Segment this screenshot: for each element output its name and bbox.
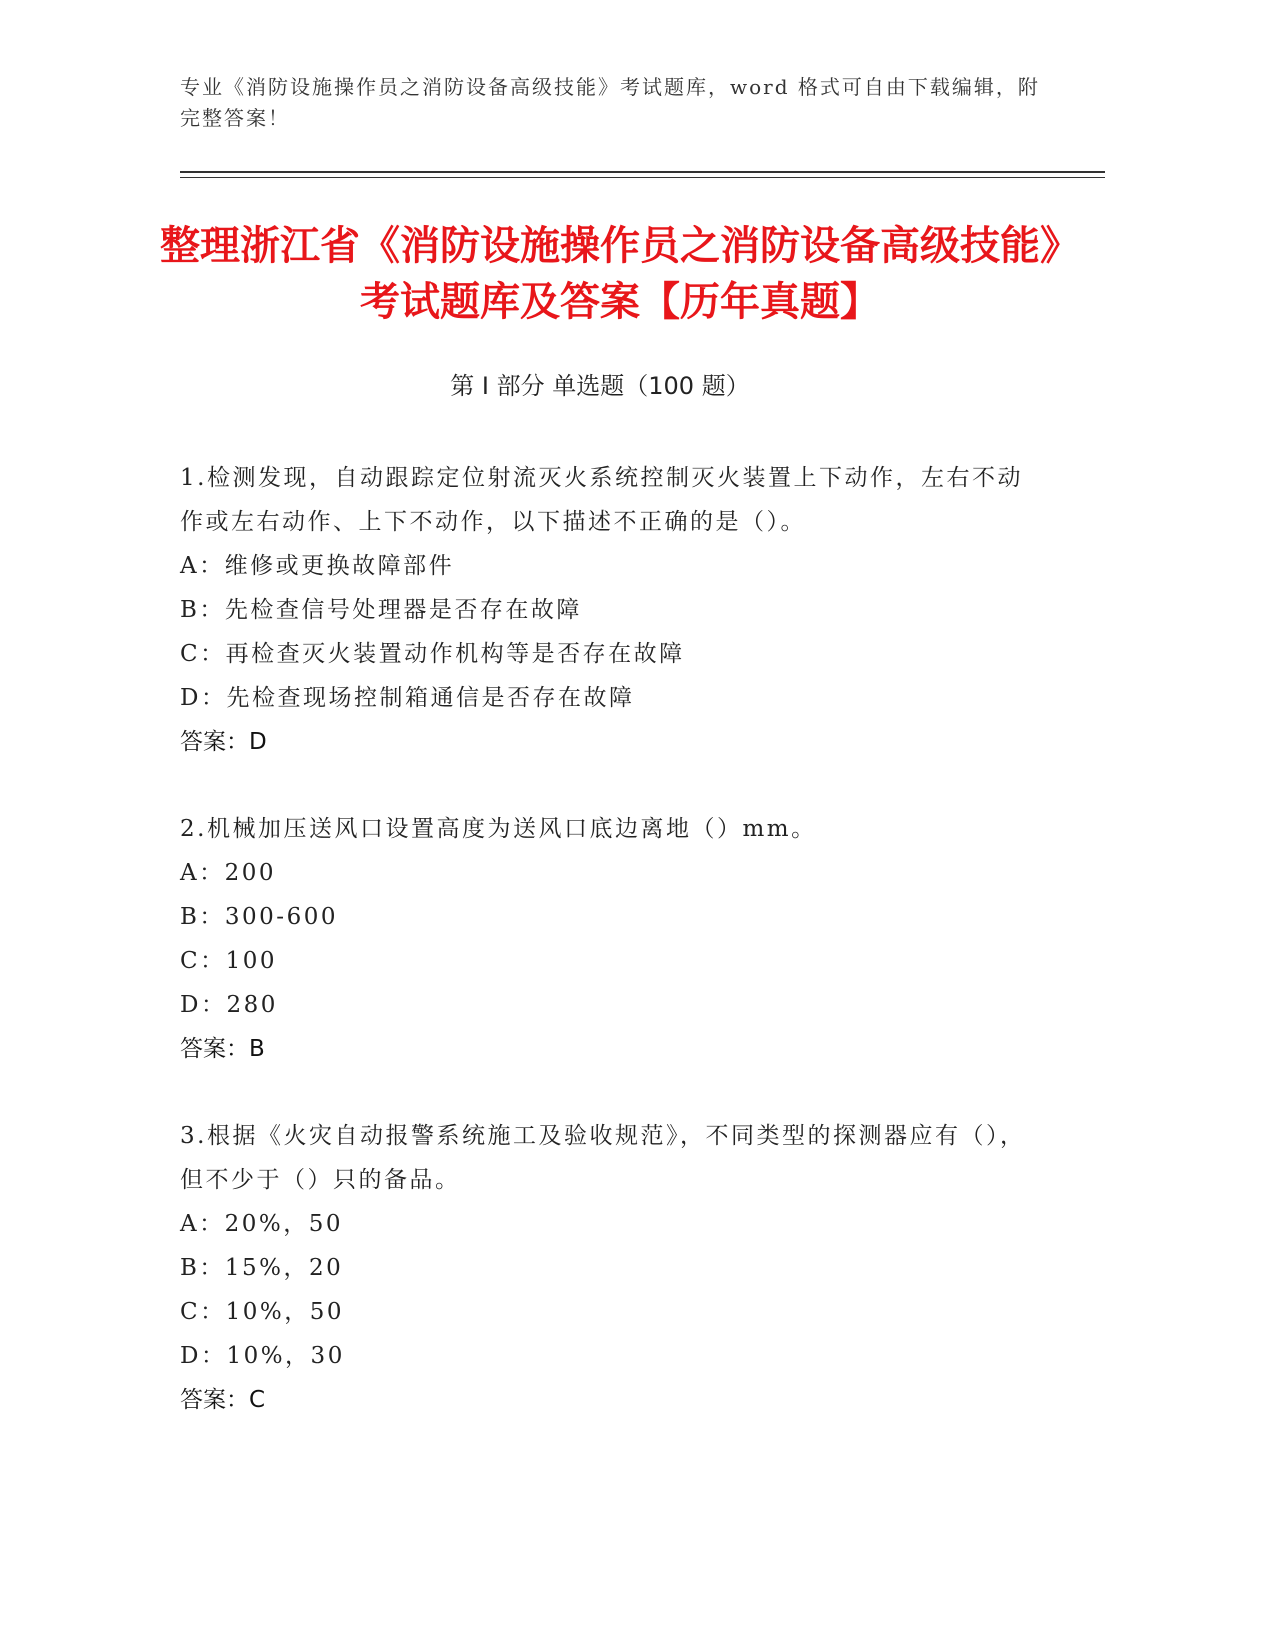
header-divider-thick [180,171,1105,173]
option-b: B：15%，20 [180,1255,344,1281]
option-a: A：200 [180,860,277,886]
option-a: A：维修或更换故障部件 [180,553,455,579]
header-divider-thin [180,177,1105,178]
answer: 答案：B [180,1036,265,1062]
option-d: D：10%，30 [180,1343,345,1369]
answer: 答案：D [180,729,267,755]
question-2 [180,807,1040,1071]
question-3 [180,1114,1040,1422]
question-stem: 1.检测发现，自动跟踪定位射流灭火系统控制灭火装置上下动作，左右不动作或左右动作、上下不动作，以下描述不正确的是（）。 [180,465,1023,535]
question-stem: 3.根据《火灾自动报警系统施工及验收规范》，不同类型的探测器应有（），但不少于（）只的备品。 [180,1123,1026,1193]
section-title: 第 I 部分 单选题（100 题） [450,372,750,400]
option-d: D：先检查现场控制箱通信是否存在故障 [180,685,635,711]
option-b: B：300-600 [180,904,338,930]
document-title: 整理浙江省《消防设施操作员之消防设备高级技能》考试题库及答案【历年真题】 [160,223,1080,325]
option-b: B：先检查信号处理器是否存在故障 [180,597,582,623]
question-stem: 2.机械加压送风口设置高度为送风口底边离地（）mm。 [180,816,817,842]
question-1 [180,456,1040,764]
answer: 答案：C [180,1387,266,1413]
option-d: D：280 [180,992,278,1018]
option-c: C：100 [180,948,277,974]
option-c: C：10%，50 [180,1299,344,1325]
question-list [180,456,1040,1465]
option-c: C：再检查灭火装置动作机构等是否存在故障 [180,641,685,667]
option-a: A：20%，50 [180,1211,343,1237]
header-note: 专业《消防设施操作员之消防设备高级技能》考试题库，word 格式可自由下载编辑，附完整答案！ [180,75,1040,130]
